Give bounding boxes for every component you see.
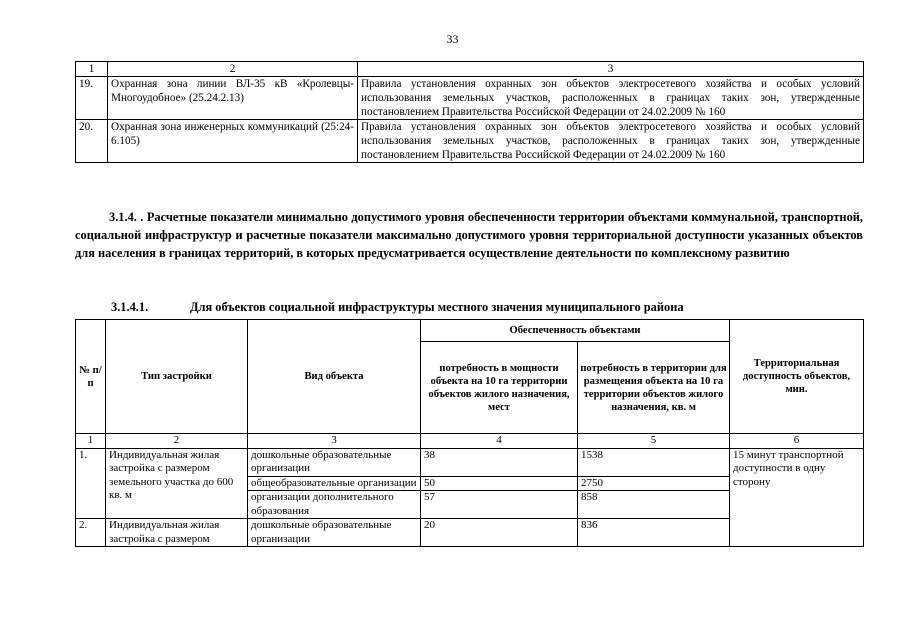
- header-provision: Обеспеченность объектами: [421, 320, 730, 342]
- column-number: 6: [730, 434, 864, 449]
- subsection-title: Для объектов социальной инфраструктуры местного значения муниципального района: [190, 300, 684, 314]
- header-object-type: Вид объекта: [248, 320, 421, 434]
- object-name: дошкольные образовательные организации: [248, 448, 421, 476]
- column-number: 2: [108, 62, 358, 77]
- table-row: [76, 77, 864, 120]
- row-number: 19.: [76, 77, 108, 120]
- area-value: 858: [578, 491, 730, 519]
- subsection-heading: [111, 300, 684, 315]
- column-number: 1: [76, 62, 108, 77]
- capacity-value: 50: [421, 476, 578, 491]
- table-row: [76, 448, 864, 476]
- table-header-row: [76, 62, 864, 77]
- header-area: потребность в территории для размещения объекта на 10 га территории объектов жилого назначения, кв. м: [578, 342, 730, 434]
- area-value: 2750: [578, 476, 730, 491]
- header-number: № п/п: [76, 320, 106, 434]
- social-infrastructure-table: [75, 319, 864, 547]
- capacity-value: 57: [421, 491, 578, 519]
- area-value: 836: [578, 519, 730, 547]
- protection-zones-table: [75, 61, 864, 163]
- column-number: 5: [578, 434, 730, 449]
- row-number: 1.: [76, 448, 106, 519]
- zone-basis: Правила установления охранных зон объектов электросетевого хозяйства и особых условий использования земельных участков, расположенных в границах таких зон, утвержденные постановлением Правительства Российской Федерации от 24.02.2009 № 160: [358, 120, 864, 163]
- object-name: дошкольные образовательные организации: [248, 519, 421, 547]
- capacity-value: 38: [421, 448, 578, 476]
- accessibility-value: 15 минут транспортной доступности в одну сторону: [730, 448, 864, 547]
- row-number: 2.: [76, 519, 106, 547]
- building-type: Индивидуальная жилая застройка с размером: [106, 519, 248, 547]
- object-name: общеобразовательные организации: [248, 476, 421, 491]
- column-number: 3: [358, 62, 864, 77]
- page-number: 33: [446, 32, 459, 46]
- subsection-number: 3.1.4.1.: [111, 300, 149, 314]
- capacity-value: 20: [421, 519, 578, 547]
- section-heading: 3.1.4. . Расчетные показатели минимально допустимого уровня обеспеченности территории объектами коммунальной, транспортной, социальной инфраструктур и расчетные показатели максимально допустимого уровня территориальной доступности указанных объектов для населения в границах территорий, в которых предусматривается осуществление деятельности по комплексному развитию: [75, 210, 863, 260]
- column-numbers-row: [76, 434, 864, 449]
- table-row: [76, 120, 864, 163]
- column-number: 1: [76, 434, 106, 449]
- area-value: 1538: [578, 448, 730, 476]
- header-building-type: Тип застройки: [106, 320, 248, 434]
- building-type: Индивидуальная жилая застройка с размером земельного участка до 600 кв. м: [106, 448, 248, 519]
- zone-basis: Правила установления охранных зон объектов электросетевого хозяйства и особых условий использования земельных участков, расположенных в границах таких зон, утвержденные постановлением Правительства Российской Федерации от 24.02.2009 № 160: [358, 77, 864, 120]
- row-number: 20.: [76, 120, 108, 163]
- table-header-row: [76, 320, 864, 342]
- zone-name: Охранная зона линии ВЛ-35 кВ «Кролевцы-Многоудобное» (25.24.2.13): [108, 77, 358, 120]
- zone-name: Охранная зона инженерных коммуникаций (25:24-6.105): [108, 120, 358, 163]
- header-accessibility: Территориальная доступность объектов, мин.: [730, 320, 864, 434]
- column-number: 3: [248, 434, 421, 449]
- object-name: организации дополнительного образования: [248, 491, 421, 519]
- header-capacity: потребность в мощности объекта на 10 га территории объектов жилого назначения, мест: [421, 342, 578, 434]
- column-number: 4: [421, 434, 578, 449]
- column-number: 2: [106, 434, 248, 449]
